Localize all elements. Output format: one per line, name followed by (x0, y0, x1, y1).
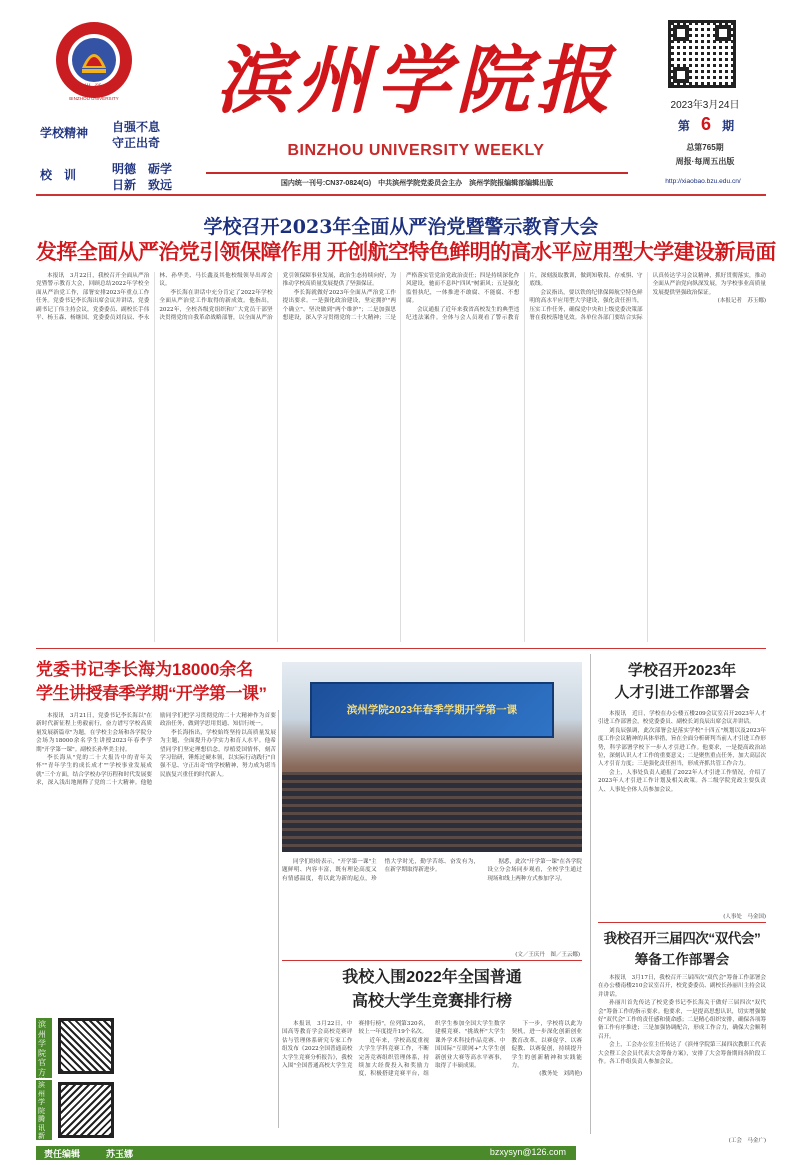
lead-paragraph: 会议通报了近年来我省高校发生的典型违纪违法案件。全体与会人员观看了警示教育片，深刻汲取教训，做到知敬畏、存戒惧、守底线。 (405, 273, 643, 322)
issue-number-box (676, 114, 736, 138)
lead-paragraph: 李长海在讲话中充分肯定了2022年学校全面从严治党工作取得的新成效。他指出，2022年，全校各级党组织和广大党员干部坚决贯彻党的自我革命战略部署，以全面从严治党引领保障事业发展，政治生态持续向好，为推动学校高质量发展提供了坚强保证。 (159, 273, 396, 322)
lead-body (36, 272, 766, 642)
lead-paragraph: 会议指出，要以铁的纪律保障航空特色鲜明的高水平应用型大学建设，强化责任担当，压实工作任务，确保党中央和上级党委决策部署在我校落地见效。各单位各部门要结合实际认真传达学习会议精神，抓好贯彻落实，推动全面从严治党向纵深发展，为学校事业高质量发展提供坚强政治保证。 (529, 273, 766, 322)
total-issue: 总第765期 (686, 143, 724, 152)
masthead-title: 滨州学院报 (216, 38, 616, 124)
talent-title-line-2: 人才引进工作部署会 (614, 684, 750, 701)
lead-credit: (本报记者 苏玉娜) (717, 298, 766, 305)
ranking-paragraph: 近年来，学校高度重视大学生学科竞赛工作，不断完善竞赛组织管理体系，持续加大经费投入和奖励力度，积极搭建竞赛平台，组织学生参加全国大学生数学建模竞赛、"挑战杯"大学生课外学术科技作品竞赛、中国国际"互联网+"大学生创新创业大赛等高水平赛事，取得了丰硕成果。 (358, 1021, 506, 1078)
masthead (0, 0, 800, 200)
editor-name: 苏玉娜 (106, 1149, 134, 1159)
weibo-qr-code (58, 1082, 114, 1138)
ranking-title-line-2: 高校大学生竞赛排行榜 (351, 993, 512, 1010)
lecture-paragraph: 据悉，此次"开学第一课"在各学院设立分会场同步观看，全校学生通过现场和线上两种方式参加学习。 (487, 859, 582, 882)
issue-date: 2023年3月24日 (670, 100, 740, 111)
lecture-paragraph: 李长海从"党的二十大报告中的青年关怀""青年学生的成长成才""学校事业发展成就"三个方面，结合学校办学历程和时代发展要求，深入浅出地阐释了党的二十大精神。他勉励同学们把学习贯彻党的二十大精神作为首要政治任务，做到学思用贯通、知信行统一。 (36, 713, 276, 787)
logo-subtitle: BINZHOU UNIVERSITY (69, 96, 119, 101)
lead-subtitle: 学校召开2023年全面从严治党暨警示教育大会 (203, 216, 599, 238)
lecture-headline (36, 658, 266, 706)
lead-paragraph: 本报讯 3月22日，我校召开全面从严治党暨警示教育大会，回顾总结2022年学校全面从严治党工作，部署安排2023年重点工作任务。党委书记李长海出席会议并讲话，党委副书记丁伟主持会议，党委委员、副校长手伟平、杨玉森、杨继国、党委委员刘良辰、李永林、孙华美、马长鑫及其他校级领导出席会议。 (36, 273, 273, 322)
rally-paragraph: 本报讯 3月17日，我校召开三届四次"双代会"筹备工作部署会在办公楼南楼210会议室召开，校党委委员、副校长孙丽川主持会议并讲话。 (598, 975, 766, 998)
rally-paragraph: 孙丽川首先传达了校党委书记李长海关于做好三届四次"双代会"筹备工作的指示要求。他要求，一是提高思想认识，切实增强做好"双代会"工作的责任感和使命感；二是精心组织安排，确保各项筹备工作有序推进；三是加强协调配合，形成工作合力，确保大会顺利召开。 (598, 1000, 766, 1040)
spirit-label: 学校精神 (40, 126, 89, 140)
talent-credit: (人事处 马金国) (723, 914, 766, 920)
issue-number: 6 (700, 114, 711, 134)
rally-credit: (工会 马金广) (728, 1138, 766, 1144)
lead-paragraph: 李长海就做好2023年全面从严治党工作提出要求。一是强化政治建设，坚定拥护"两个确立"、坚决做到"两个维护"；二是加强思想建设，深入学习贯彻党的二十大精神；三是严格落实管党治党政治责任；四是持续深化作风建设，驰而不息纠"四风"树新风；五是强化监督执纪，一体推进不敢腐、不能腐、不想腐。 (282, 273, 520, 322)
ranking-title-line-1: 我校入围2022年全国普通 (342, 969, 522, 986)
logo-title: 滨州学院 (72, 83, 116, 92)
lecture-photo (282, 662, 582, 852)
spirit-line-2: 守正出奇 (112, 136, 161, 150)
issue-label: 第 (677, 119, 690, 133)
rally-headline (598, 928, 766, 970)
talent-paragraph: 刘良辰强调，此次部署会是落实学校"十四五"规划以及2023年度工作会议精神的具体举措，旨在全面分析研判当前人才引进工作形势，科学部署学校下一步人才引进工作。他要求，一是提高政治站位，深刻认识人才工作的重要意义；二是聚焦重点任务，加大高层次人才引育力度；三是强化责任担当，形成齐抓共管工作合力。 (598, 727, 766, 768)
university-logo (52, 20, 136, 124)
frequency: 周报·每周五出版 (675, 157, 735, 166)
sidebar-qr-column (36, 1018, 276, 1142)
talent-body (598, 710, 766, 910)
motto-line-2: 日新 致远 (112, 178, 173, 192)
logo-emblem-icon (52, 20, 136, 124)
sidebar-label-top: 滨州学院官方 (36, 1018, 52, 1078)
issue-suffix: 期 (722, 119, 735, 133)
ranking-credit: (教务处 刘鸿艳) (539, 1071, 582, 1078)
talent-paragraph: 本报讯 近日，学校在办公楼五楼209会议室召开2023年人才引进工作部署会，校党委委员、副校长刘良辰出席会议并讲话。 (598, 711, 766, 726)
masthead-english-title: BINZHOU UNIVERSITY WEEKLY (287, 142, 545, 159)
rally-title-line-1: 我校召开三届四次“双代会” (603, 931, 761, 946)
motto-line-1: 明德 砺学 (112, 162, 173, 176)
lecture-photo-banner: 滨州学院2023年春季学期开学第一课 (310, 682, 554, 738)
editor-email[interactable]: bzxysyn@126.com (489, 1147, 566, 1157)
publication-info: 国内统一刊号:CN37-0824(G) 中共滨州学院党委员会主办 滨州学院报编辑部编辑出版 (280, 180, 554, 187)
spirit-line-1: 自强不息 (112, 120, 161, 134)
editor-label: 责任编辑 (44, 1149, 81, 1159)
ranking-body (282, 1020, 582, 1142)
wechat-qr-code (58, 1018, 114, 1074)
lecture-title-line-1: 党委书记李长海为18000余名 (36, 660, 254, 679)
ranking-headline (282, 966, 582, 1014)
ranking-paragraph: 下一步，学校将以此为契机，进一步深化创新创业教育改革，以赛促学、以赛促教、以赛促创，持续提升学生的创新精神和实践能力。 (511, 1021, 582, 1070)
masthead-rule (206, 172, 628, 174)
lecture-paragraph: 同学们纷纷表示，"开学第一课"主题鲜明、内容丰富，既有理论高度又有情感温度，将以此为新的起点，珍惜大学时光，勤学苦练、奋发有为，在新学期取得新进步。 (282, 859, 480, 882)
talent-headline (598, 660, 766, 704)
lecture-paragraph: 李长海指出，学校始终坚持以高质量发展为主题，全面提升办学实力和育人水平。他希望同学们坚定理想信念，厚植爱国情怀，刻苦学习钻研，锤炼过硬本领，以实际行动践行"自强不息、守正出奇"的学校精神，努力成为堪当民族复兴重任的时代新人。 (160, 729, 276, 778)
lecture-body-continued (282, 858, 582, 948)
rally-body (598, 974, 766, 1134)
lecture-title-line-2: 学生讲授春季学期“开学第一课” (36, 684, 267, 703)
rally-paragraph: 会上，工会办公室主任传达了《滨州学院第三届四次教职工代表大会暨工会会员代表大会筹备方案》，安排了大会筹备期间各阶段工作。各工作组负责人参加会议。 (598, 1042, 766, 1066)
website-link[interactable]: http://xiaobao.bzu.edu.cn/ (665, 178, 741, 185)
lead-title: 发挥全面从严治党引领保障作用 开创航空特色鲜明的高水平应用型大学建设新局面 (36, 241, 776, 264)
sidebar-label-bottom: 滨州学院腾讯新 (36, 1080, 52, 1140)
rally-title-line-2: 筹备工作部署会 (634, 952, 730, 967)
ranking-paragraph: 本报讯 3月22日，中国高等教育学会高校竞赛评估与管理体系研究专家工作组发布《2022全国普通高校大学生竞赛分析报告》，我校入围"全国普通高校大学生竞赛排行榜"，位列第320名，较上一年度提升19个名次。 (282, 1021, 429, 1070)
lecture-paragraph: 本报讯 3月21日，党委书记李长海以"在新时代新征程上勇毅前行，奋力谱写学校高质量发展新篇章"为题，在学校主会场和各学院分会场为18000余名学生讲授2023年春季学期"开学第一课"。副校长孙华美主持。 (36, 713, 152, 753)
talent-paragraph: 会上，人事处负责人通报了2022年人才引进工作情况，介绍了2023年人才引进工作计划及相关政策。各二级学院党政主要负责人、人事处全体人员参加会议。 (598, 769, 766, 793)
motto-label: 校 训 (40, 168, 77, 182)
audience-seats (282, 772, 582, 852)
lecture-credit: (文／王庆丹 图／王云娜) (515, 952, 580, 958)
footer-bar (36, 1146, 576, 1160)
talent-title-line-1: 学校召开2023年 (627, 662, 737, 679)
qr-code (668, 20, 736, 88)
